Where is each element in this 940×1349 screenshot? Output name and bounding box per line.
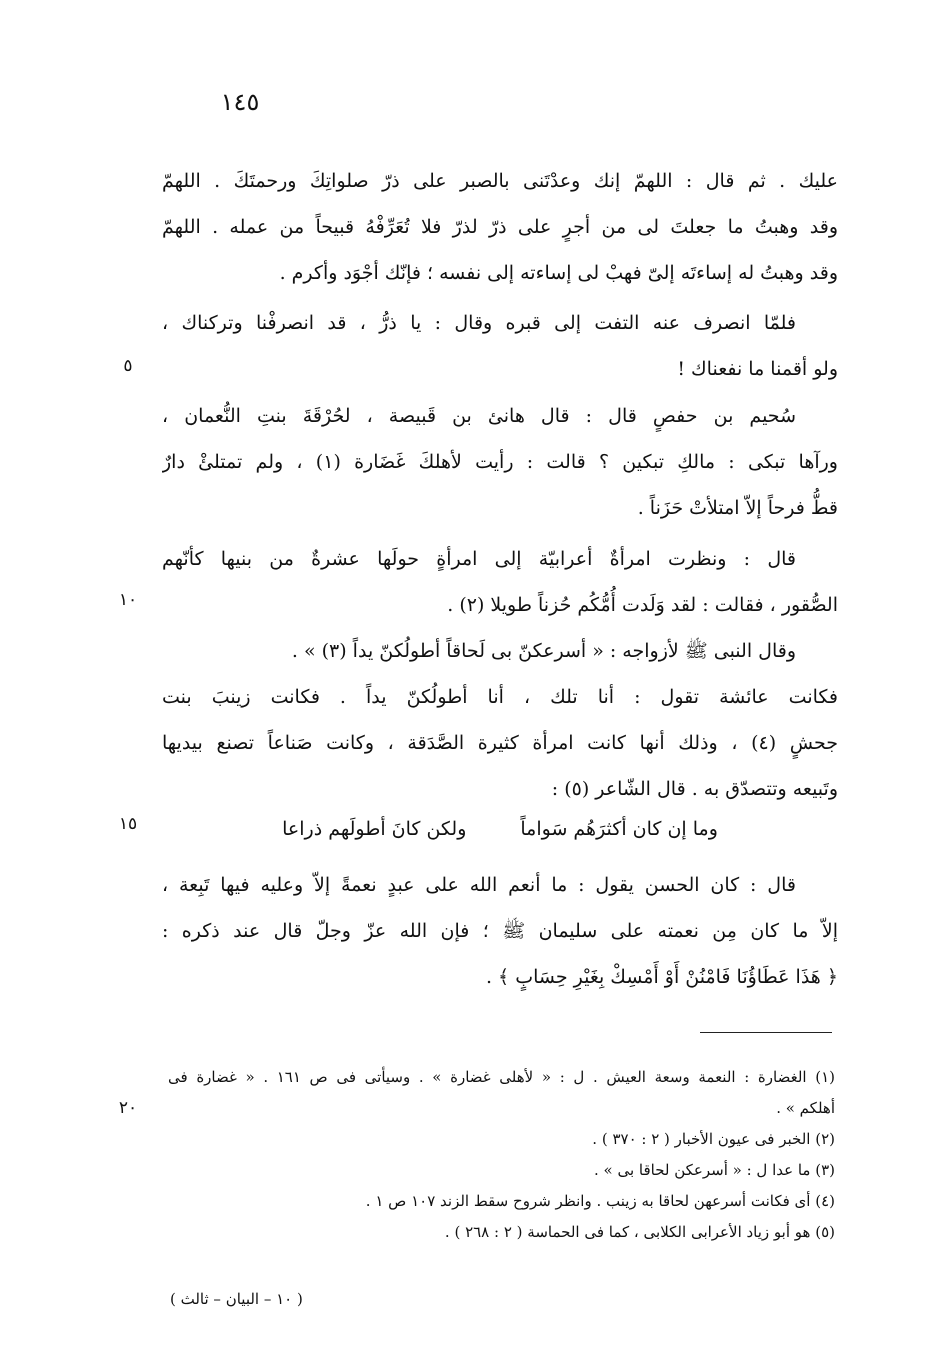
line-marker: ١٠	[118, 590, 138, 610]
footnote: (٤) أى فكانت أسرعهن لحاقا به زينب . وانظر شروح سقط الزند ١٠٧ ص ١ .	[365, 1192, 835, 1210]
text-line: إلاّ ما كان مِن نعمته على سليمان ﷺ ؛ فإن الله عزّ وجلّ قال عند ذكره :	[162, 920, 838, 942]
text-line: عليك . ثم قال : اللهمّ إنك وعدْتَنى بالصبر على ذرّ صلواتِكَ ورحمتَكَ . اللهمّ	[162, 170, 838, 192]
paragraph-farewell	[162, 300, 838, 392]
footnote: (٣) ما عدا ل : « أسرعكن لحاقا بى » .	[593, 1161, 835, 1179]
poem-verse	[162, 806, 838, 852]
footnote: (٢) الخبر فى عيون الأخبار ( ٢ : ٣٧٠ ) .	[592, 1130, 835, 1148]
footnote-continuation: أهلكم » .	[776, 1099, 835, 1117]
line-marker: ٥	[123, 356, 133, 376]
verse-second-hemistich: ولكن كانَ أطولَهم ذراعا	[282, 818, 467, 840]
footnote-separator	[700, 1032, 832, 1033]
text-line: ورآها تبكى : مالكِ تبكين ؟ قالت : رأيت لأهلكَ غَضَارة (١) ، ولم تمتلئْ دارٌ	[162, 451, 838, 473]
text-line: الصُّقور ، فقالت : لقد وَلَدت أُمُّكُم حُزناً طويلا (٢) .	[447, 594, 838, 616]
text-line: فكانت عائشة تقول : أنا تلك ، أنا أطولُكنّ يداً . فكانت زينبَ بنت	[162, 686, 838, 708]
page-number: ١٤٥	[220, 88, 260, 116]
paragraph-bedouin-woman	[162, 536, 838, 628]
line-marker: ١٥	[118, 814, 138, 834]
text-line: فلمّا انصرف عنه التفت إلى قبره وقال : يا ذرُّ ، قد انصرفْنا وتركناك ،	[162, 312, 796, 334]
text-line: ولو أقمنا ما نفعناك !	[677, 358, 838, 380]
text-line: قال : كان الحسن يقول : ما أنعم الله على عبدٍ نعمةً إلاّ وعليه فيها تَبِعة ،	[162, 874, 796, 896]
verse-line	[162, 806, 838, 852]
footnotes	[168, 1062, 835, 1248]
paragraph-hurqa	[162, 393, 838, 531]
verse-first-hemistich: وما إن كان أكثرَهُم سَواماً	[520, 818, 718, 840]
paragraph-prophet-wives	[162, 628, 838, 812]
text-line: وقد وهبتُ ما جعلتَ لى من أجرٍ على ذرّ لذرّ فلا تُعَرِّفْهُ قبيحاً من عمله . اللهمّ	[162, 216, 838, 238]
text-line: قطُّ فرحاً إلاّ امتلأتْ حَزَناً .	[637, 497, 838, 519]
text-line: سُحيم بن حفصٍ قال : قال هانئ بن قَبيصة ، لحُرْقَةَ بنتِ النُّعمان ،	[162, 405, 796, 427]
text-line: وقد وهبتُ له إساءتَه إلىّ فهبْ لى إساءته إلى نفسه ؛ فإنّك أجْوَد وأكرم .	[279, 262, 838, 284]
text-line: وقال النبى ﷺ لأزواجه : « أسرعكنّ بى لَحاقاً أطولُكنّ يداً (٣) » .	[291, 640, 796, 662]
paragraph-hasan	[162, 862, 838, 1000]
signature-mark: ( ١٠ – البيان – ثالث )	[170, 1290, 303, 1308]
quran-verse-line: ﴿ هَذَا عَطَاؤُنَا فَامْنُنْ أَوْ أَمْسِكْ بِغَيْرِ حِسَابٍ ﴾ .	[485, 966, 838, 988]
paragraph-prayer	[162, 158, 838, 296]
line-marker: ٢٠	[118, 1098, 138, 1118]
text-line: وتَبيعه وتتصدّق به . قال الشّاعر (٥) :	[551, 778, 838, 800]
text-line: قال : ونظرت امرأةٌ أعرابيّة إلى امرأةٍ حولَها عشرةٌ من بنيها كأنّهم	[162, 548, 796, 570]
footnote: (٥) هو أبو زياد الأعرابى الكلابى ، كما فى الحماسة ( ٢ : ٢٦٨ ) .	[444, 1223, 835, 1241]
text-line: جحشٍ (٤) ، وذلك أنها كانت امرأة كثيرة الصَّدَقة ، وكانت صَناعاً تصنع بيديها	[162, 732, 838, 754]
footnote: (١) الغضارة : النعمة وسعة العيش . ل : « لأهلى غضارة » . وسيأتى فى ص ١٦١ . « غضارة فى	[168, 1068, 835, 1086]
